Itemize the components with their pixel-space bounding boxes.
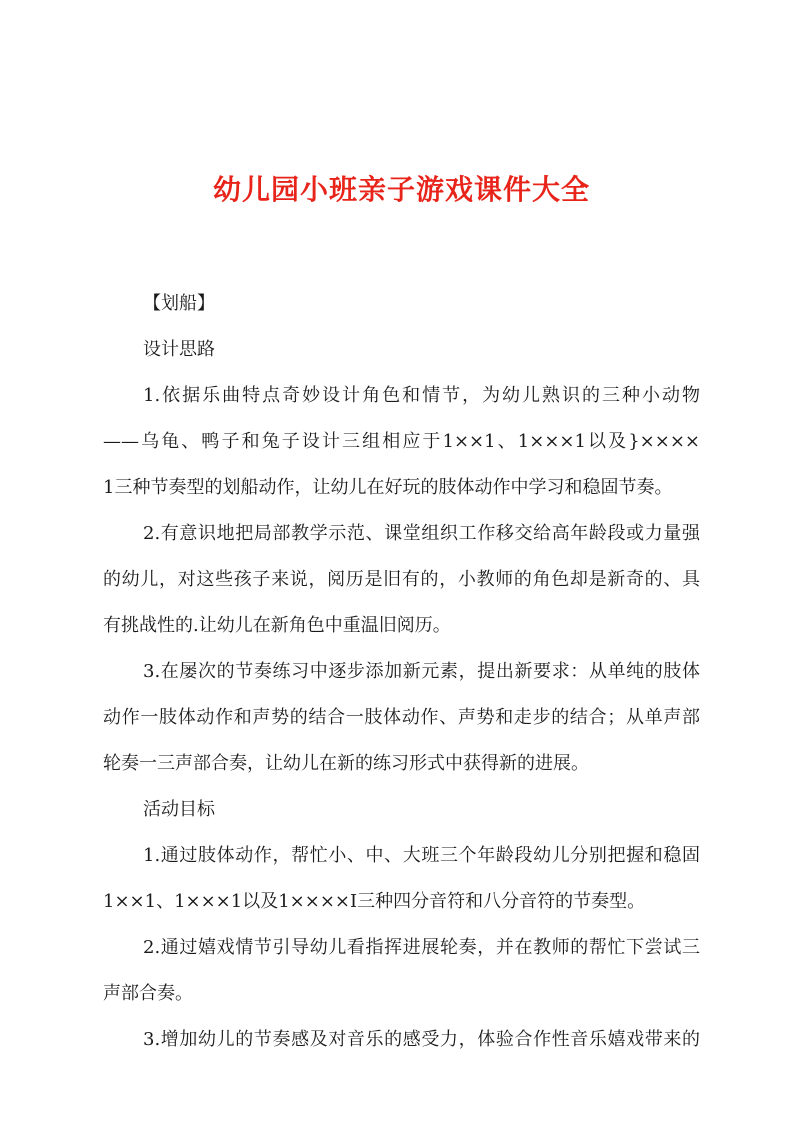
- paragraph-line: 3.增加幼儿的节奏感及对音乐的感受力，体验合作性音乐嬉戏带来的: [143, 1029, 700, 1050]
- document-title: 幼儿园小班亲子游戏课件大全: [212, 173, 590, 206]
- paragraph-line: ——乌龟、鸭子和兔子设计三组相应于1××1、1×××1以及}××××: [103, 431, 700, 452]
- paragraph-line: 1三种节奏型的划船动作，让幼儿在好玩的肢体动作中学习和稳固节奏。: [103, 477, 673, 498]
- paragraph-line: 有挑战性的.让幼儿在新角色中重温旧阅历。: [103, 615, 451, 636]
- section-heading-goals: 活动目标: [143, 799, 215, 820]
- paragraph-line: 2.有意识地把局部教学示范、课堂组织工作移交给高年龄段或力量强: [143, 523, 700, 544]
- paragraph-line: 1.通过肢体动作，帮忙小、中、大班三个年龄段幼儿分别把握和稳固: [143, 845, 700, 866]
- paragraph-line: 1.依据乐曲特点奇妙设计角色和情节，为幼儿熟识的三种小动物: [143, 385, 700, 406]
- paragraph-line: 的幼儿，对这些孩子来说，阅历是旧有的，小教师的角色却是新奇的、具: [103, 569, 700, 590]
- paragraph-line: 动作一肢体动作和声势的结合一肢体动作、声势和走步的结合；从单声部: [103, 707, 700, 728]
- paragraph-line: 3.在屡次的节奏练习中逐步添加新元素，提出新要求：从单纯的肢体: [143, 661, 700, 682]
- document-body: [103, 281, 700, 1063]
- paragraph-line: 轮奏一三声部合奏，让幼儿在新的练习形式中获得新的进展。: [103, 753, 589, 774]
- paragraph-line: 声部合奏。: [103, 983, 193, 1004]
- section-heading-boat: 【划船】: [143, 293, 215, 314]
- paragraph-line: 2.通过嬉戏情节引导幼儿看指挥进展轮奏，并在教师的帮忙下尝试三: [143, 937, 700, 958]
- paragraph-line: 1××1、1×××1以及1××××I三种四分音符和八分音符的节奏型。: [103, 891, 646, 912]
- section-heading-design: 设计思路: [143, 339, 215, 360]
